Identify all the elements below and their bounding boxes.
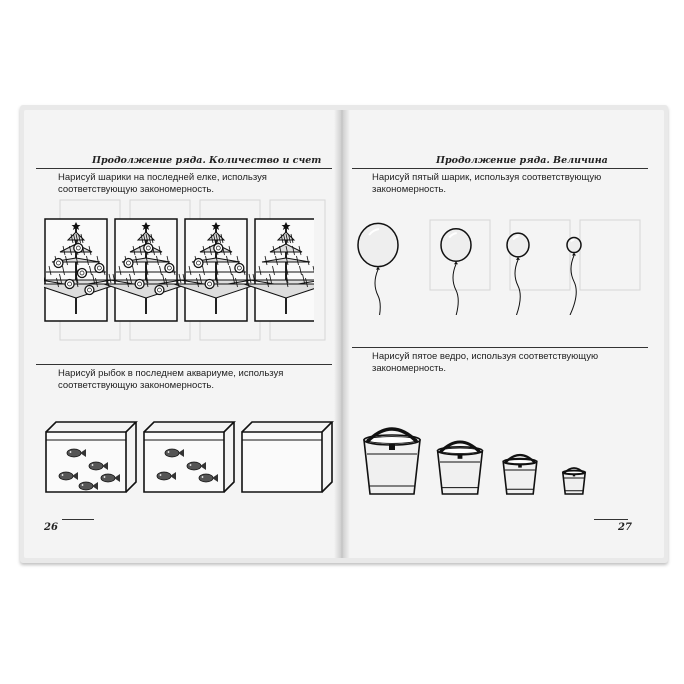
- balloons-row: [352, 215, 652, 315]
- task-fish-line-2: соответствующую закономерность.: [58, 380, 215, 391]
- task-balloons-instruction: [372, 172, 601, 196]
- task-balloons-line-1: Нарисуй пятый шарик, используя соответствующую: [372, 172, 602, 183]
- ornament-icon: [165, 264, 174, 273]
- balloon-icon: [507, 233, 529, 315]
- ornament-icon: [74, 244, 83, 253]
- task-trees-line-2: соответствующую закономерность.: [58, 184, 215, 195]
- bucket-icon: [364, 429, 420, 494]
- tree-card: [44, 219, 118, 321]
- task-trees-instruction: [58, 172, 267, 196]
- task-balloons-line-2: закономерность.: [372, 184, 447, 195]
- tree-card: [104, 219, 188, 321]
- trees-row: [44, 218, 314, 324]
- page-number-right: 27: [618, 522, 632, 533]
- header-rule-left: [36, 168, 332, 169]
- ornament-icon: [54, 259, 63, 268]
- page-number-rule-left: [62, 519, 94, 520]
- ornament-icon: [124, 259, 133, 268]
- task-fish-line-1: Нарисуй рыбок в последнем аквариуме, используя: [58, 368, 284, 379]
- ornament-icon: [214, 244, 223, 253]
- ornament-icon: [235, 264, 244, 273]
- task-buckets-instruction: [372, 351, 598, 375]
- section-rule-right: [352, 347, 648, 348]
- ornament-icon: [205, 280, 214, 289]
- aquariums-row: [42, 418, 342, 494]
- bucket-icon: [438, 442, 483, 494]
- buckets-svg: [352, 402, 652, 498]
- bucket-icon: [563, 468, 585, 494]
- task-buckets-line-2: закономерность.: [372, 363, 447, 374]
- ornament-icon: [194, 259, 203, 268]
- tree-card: [174, 219, 258, 321]
- bucket-icon: [503, 455, 537, 494]
- task-buckets-line-1: Нарисуй пятое ведро, используя соответствующую: [372, 351, 599, 362]
- header-rule-right: [352, 168, 648, 169]
- ornament-icon: [95, 264, 104, 273]
- ornament-icon: [78, 269, 87, 278]
- balloon-icon: [441, 229, 471, 315]
- balloon-icon: [567, 237, 581, 315]
- ornament-icon: [144, 244, 153, 253]
- aquariums-svg: [42, 418, 342, 494]
- ornament-icon: [135, 280, 144, 289]
- ornament-icon: [85, 286, 94, 295]
- aquarium-icon: [242, 422, 332, 492]
- section-rule-left: [36, 364, 332, 365]
- page-number-left: 26: [44, 522, 58, 533]
- aquarium-icon: [46, 422, 136, 492]
- ornament-icon: [155, 286, 164, 295]
- ornament-icon: [65, 280, 74, 289]
- task-fish-instruction: [58, 368, 283, 392]
- running-head-right: Продолжение ряда. Величина: [436, 155, 608, 166]
- task-trees-line-1: Нарисуй шарики на последней елке, используя: [58, 172, 267, 183]
- buckets-row: [352, 402, 652, 498]
- aquarium-icon: [144, 422, 234, 492]
- tree-card: [244, 219, 314, 321]
- trees-svg: [44, 218, 314, 324]
- balloons-svg: [352, 215, 652, 315]
- balloon-icon: [358, 223, 398, 315]
- running-head-left: Продолжение ряда. Количество и счет: [92, 155, 322, 166]
- page-number-rule-right: [594, 519, 628, 520]
